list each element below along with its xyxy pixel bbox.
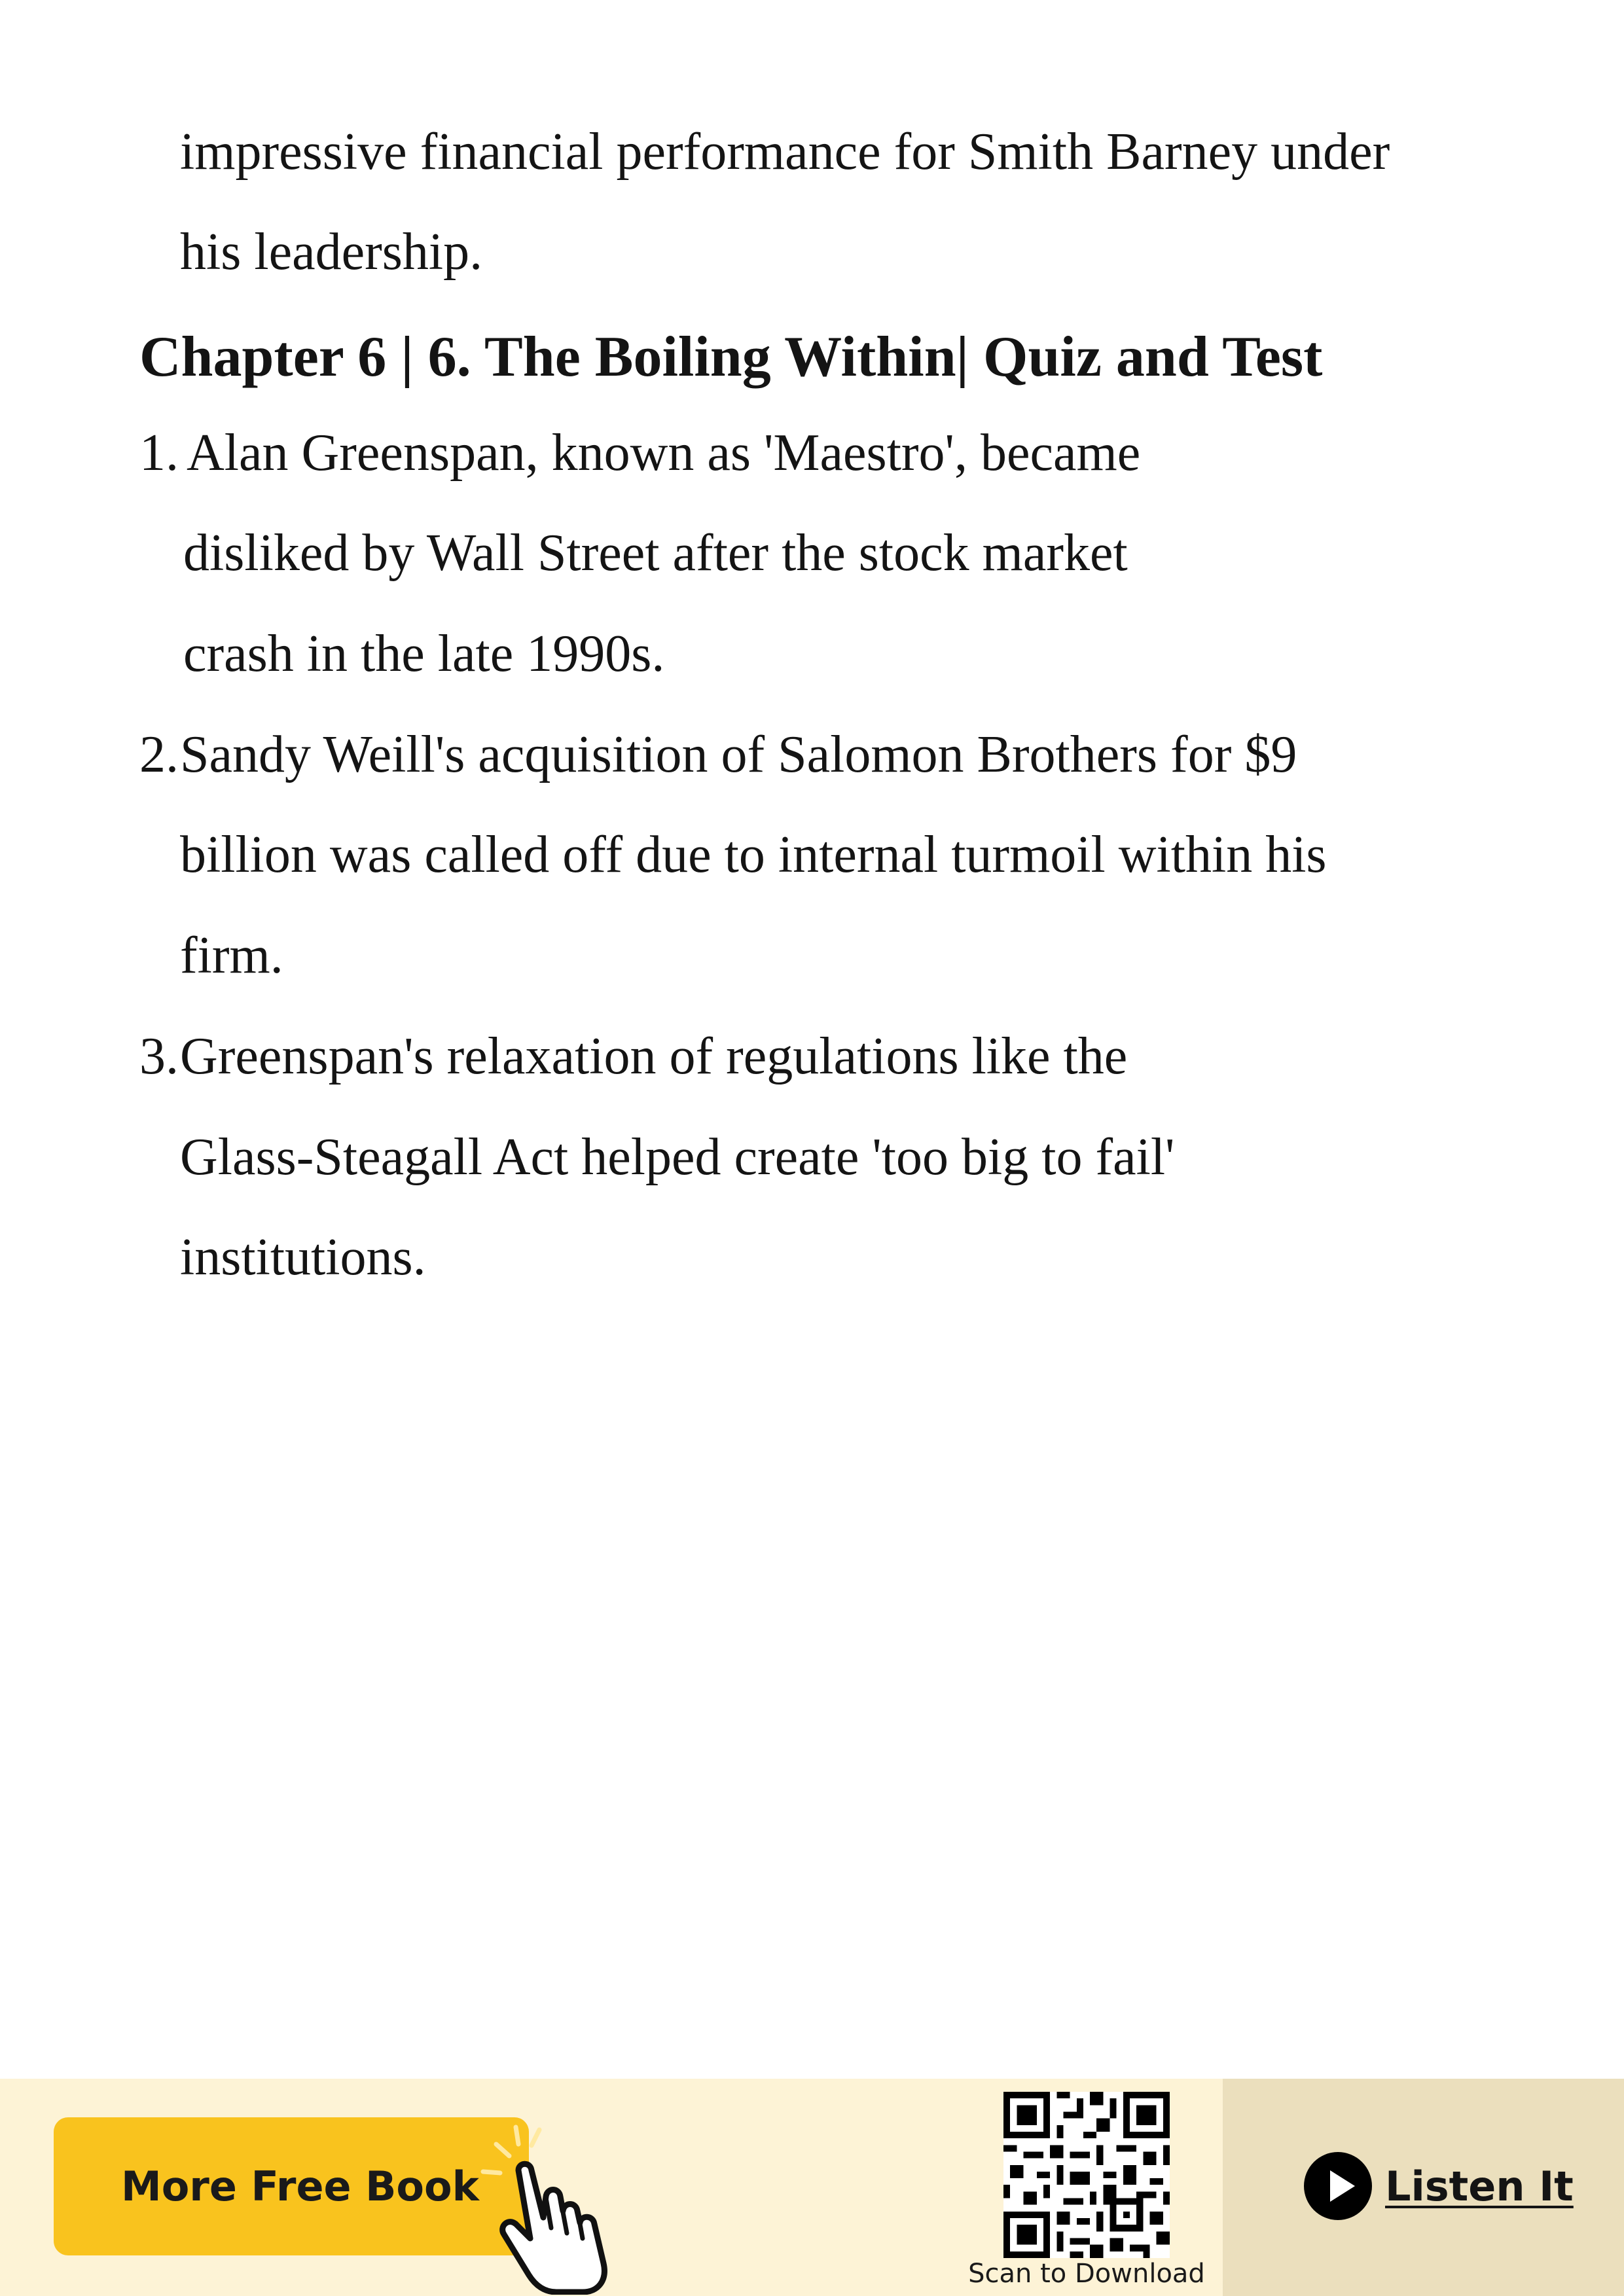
quiz-item-3-number: 3.: [139, 1028, 179, 1085]
quiz-item-1-number: 1.: [139, 424, 179, 482]
listen-it-button[interactable]: [1303, 2151, 1574, 2221]
more-free-book-label: More Free Book: [121, 2162, 479, 2210]
play-icon: [1303, 2151, 1373, 2221]
quiz-item-1-line-3: crash in the late 1990s.: [183, 625, 665, 683]
quiz-item-2-line-2: billion was called off due to internal turmoil within his: [180, 826, 1327, 884]
chapter-heading: Chapter 6 | 6. The Boiling Within| Quiz and Test: [139, 325, 1323, 389]
quiz-item-2-line-1: Sandy Weill's acquisition of Salomon Brothers for $9: [180, 726, 1297, 783]
quiz-item-1-line-1: Alan Greenspan, known as 'Maestro', became: [187, 424, 1141, 482]
quiz-item-3-line-2: Glass-Steagall Act helped create 'too big to fail': [180, 1128, 1175, 1186]
quiz-item-2-line-3: firm.: [180, 927, 283, 984]
quiz-item-2-number: 2.: [139, 726, 179, 783]
listen-it-label: Listen It: [1385, 2162, 1574, 2210]
continuation-line-1: impressive financial performance for Smith Barney under: [180, 123, 1390, 181]
quiz-item-1-line-2: disliked by Wall Street after the stock market: [183, 524, 1128, 582]
footer-banner: [0, 2079, 1624, 2296]
continuation-line-2: his leadership.: [180, 223, 483, 281]
scan-to-download-label: Scan to Download: [968, 2259, 1205, 2289]
qr-code-icon: [1003, 2092, 1170, 2258]
pointing-hand-icon: [458, 2118, 628, 2295]
quiz-item-3-line-1: Greenspan's relaxation of regulations like the: [180, 1028, 1128, 1085]
quiz-item-3-line-3: institutions.: [180, 1229, 426, 1286]
